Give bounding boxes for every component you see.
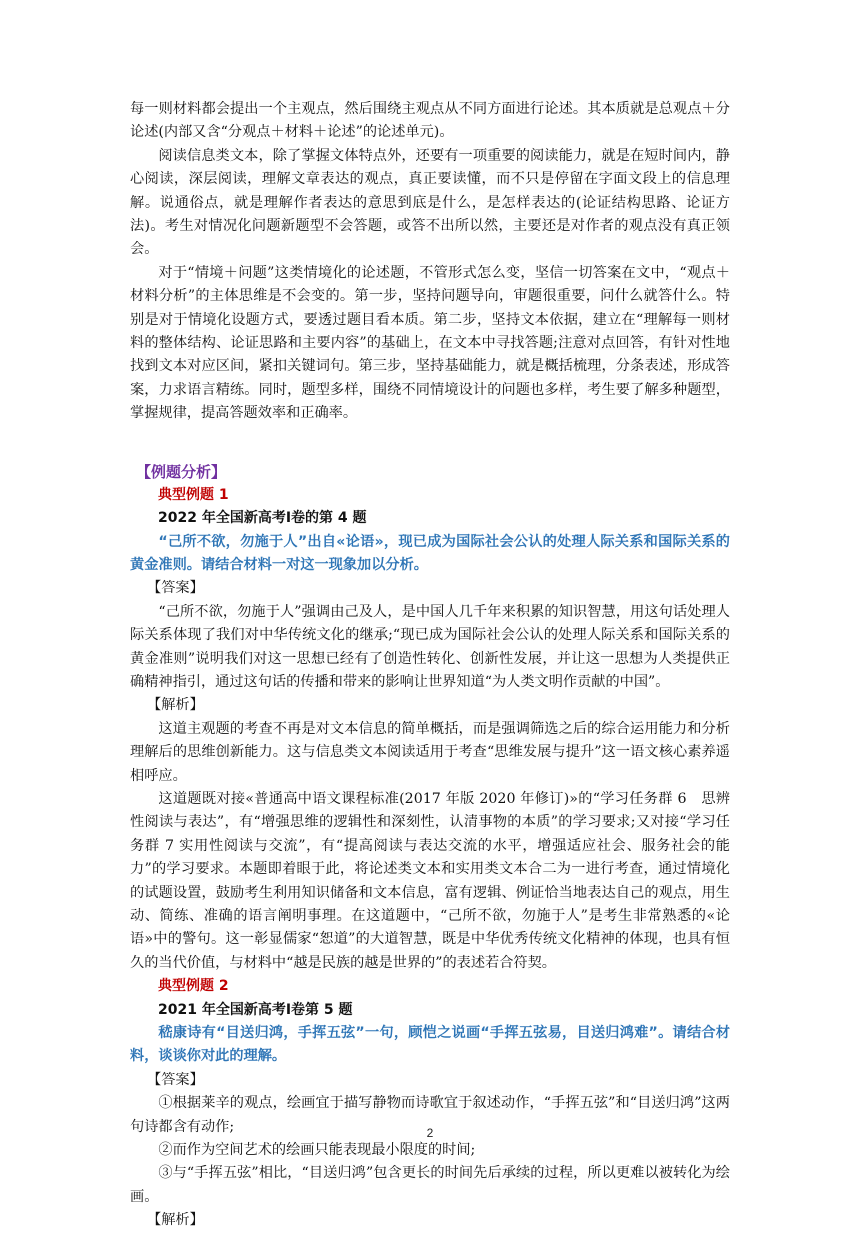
intro-paragraph-3: 对于“情境＋问题”这类情境化的论述题，不管形式怎么变，坚信一切答案在文中，“观点＋材料分析”的主体思维是不会变的。第一步，坚持问题导向，审题很重要，问什么就答什么。特别是对于情境化设题方式，要透过题目看本质。第二步，坚持文本依据，建立在“理解每一则材料的整体结构、论证思路和主要内容”的基础上，在文本中寻找答题;注意对点回答，有针对性地找到文本对应区间，紧扣关键词句。第三步，坚持基础能力，就是概括梳理，分条表述，形成答案，力求语言精练。同时，题型多样，围绕不同情境设计的问题也多样，考生要了解多种题型，掌握规律，提高答题效率和正确率。 (130, 264, 730, 422)
example-1-source: 2022 年全国新高考Ⅰ卷的第 4 题 (158, 510, 367, 527)
example-2-answer-tag: 【答案】 (147, 1071, 204, 1088)
example-1-analysis-paragraph-1: 这道主观题的考查不再是对文本信息的简单概括，而是强调筛选之后的综合运用能力和分析理解后的思维创新能力。这与信息类文本阅读适用于考查“思维发展与提升”这一语文核心素养遥相呼应。 (130, 720, 730, 784)
section-title: 【例题分析】 (136, 462, 227, 481)
example-2-analysis-tag: 【解析】 (147, 1212, 204, 1229)
example-1-analysis-paragraph-2: 这道题既对接«普通高中语文课程标准(2017 年版 2020 年修订)»的“学习任务群 6 思辨性阅读与表达”，有“增强思维的逻辑性和深刻性，认清事物的本质”的学习要求;又对接“学习任务群 7 实用性阅读与交流”，有“提高阅读与表达交流的水平，增强适应社会、服务社会的能力”的学习要求。本题即着眼于此，将论述类文本和实用类文本合二为一进行考查，通过情境化的试题设置，鼓励考生利用知识储备和文本信息，富有逻辑、例证恰当地表达自己的观点，用生动、简练、准确的语言阐明事理。在这道题中，“己所不欲，勿施于人”是考生非常熟悉的«论语»中的警句。这一彰显儒家“恕道”的大道智慧，既是中华优秀传统文化精神的体现，也具有恒久的当代价值，与材料中“越是民族的越是世界的”的表述若合符契。 (130, 790, 730, 971)
example-2-source: 2021 年全国新高考Ⅰ卷第 5 题 (158, 1001, 353, 1018)
document-page (130, 98, 730, 1233)
example-1-question: “己所不欲，勿施于人”出自«论语»，现已成为国际社会公认的处理人际关系和国际关系的黄金准则。请结合材料一对这一现象加以分析。 (130, 533, 730, 573)
example-2-answer-item-2: ②而作为空间艺术的绘画只能表现最小限度的时间; (158, 1142, 476, 1159)
page-number: 2 (426, 1126, 434, 1140)
example-1-analysis-tag: 【解析】 (147, 697, 204, 714)
example-2-question: 嵇康诗有“目送归鸿，手挥五弦”一句，顾恺之说画“手挥五弦易，目送归鸿难”。请结合材料，谈谈你对此的理解。 (130, 1025, 730, 1065)
example-2-answer-item-3: ③与“手挥五弦”相比，“目送归鸿”包含更长的时间先后承续的过程，所以更难以被转化为绘画。 (130, 1165, 730, 1205)
example-1-answer: “己所不欲，勿施于人”强调由己及人，是中国人几千年来积累的知识智慧，用这句话处理人际关系体现了我们对中华传统文化的继承;“现已成为国际社会公认的处理人际关系和国际关系的黄金准则”说明我们对这一思想已经有了创造性转化、创新性发展，并让这一思想为人类提供正确精神指引，通过这句话的传播和带来的影响让世界知道“为人类文明作贡献的中国”。 (130, 603, 730, 690)
example-1-label: 典型例题 1 (158, 486, 229, 503)
example-2-answer-item-1: ①根据莱辛的观点，绘画宜于描写静物而诗歌宜于叙述动作，“手挥五弦”和“目送归鸿”这两句诗都含有动作; (130, 1095, 730, 1135)
intro-paragraph-1: 每一则材料都会提出一个主观点，然后围绕主观点从不同方面进行论述。其本质就是总观点＋分论述(内部又含“分观点＋材料＋论述”的论述单元)。 (130, 101, 730, 141)
example-1-answer-tag: 【答案】 (147, 580, 204, 597)
intro-paragraph-2: 阅读信息类文本，除了掌握文体特点外，还要有一项重要的阅读能力，就是在短时间内，静心阅读，深层阅读，理解文章表达的观点，真正要读懂，而不只是停留在字面文段上的信息理解。说通俗点，就是理解作者表达的意思到底是什么，是怎样表达的(论证结构思路、论证方法)。考生对情况化问题新题型不会答题，或答不出所以然，主要还是对作者的观点没有真正领会。 (130, 147, 730, 258)
example-2-label: 典型例题 2 (158, 978, 229, 995)
